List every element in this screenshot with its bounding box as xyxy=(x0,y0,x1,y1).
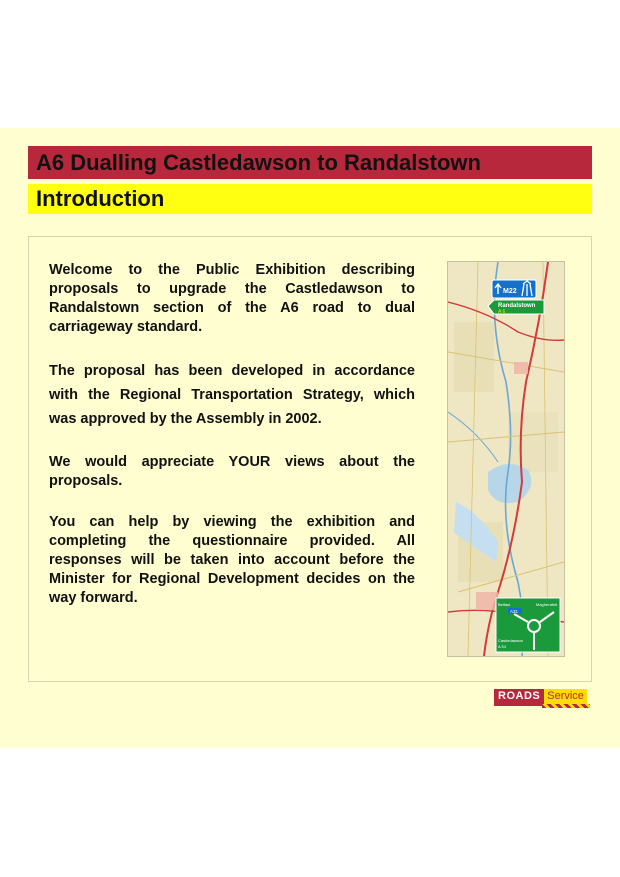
sign-m22-label: M22 xyxy=(503,288,517,295)
route-map-graphic xyxy=(448,262,564,656)
paragraph-views: We would appreciate YOUR views about the proposals. xyxy=(49,454,415,489)
sign-randalstown-label: Randalstown xyxy=(498,303,536,309)
logo-stripe xyxy=(542,704,590,708)
route-map xyxy=(447,261,565,657)
logo-roads-text: ROADS xyxy=(494,689,544,706)
sign-a54-label: A 54 xyxy=(498,644,507,649)
intro-text xyxy=(49,261,415,630)
page-title: A6 Dualling Castledawson to Randalstown xyxy=(28,146,592,179)
content-panel xyxy=(28,236,592,682)
sign-belfast-label: Belfast xyxy=(498,602,511,607)
sign-a6-label: A 6 xyxy=(498,309,506,315)
paragraph-help: You can help by viewing the exhibition and completing the questionnaire provided. All responses will be taken into account before the Minister for Regional Development decides on the way forward. xyxy=(49,514,415,606)
paragraph-welcome: Welcome to the Public Exhibition describing proposals to upgrade the Castledawson to Randalstown section of the A6 road to dual carriageway standard. xyxy=(49,262,415,335)
logo-service-text: Service xyxy=(544,689,587,706)
section-title: Introduction xyxy=(28,184,592,214)
exhibition-poster xyxy=(0,128,620,748)
sign-castledawson-label: Castledawson xyxy=(498,638,524,643)
sign-magherafelt-label: Magherafelt xyxy=(536,602,558,607)
paragraph-strategy: The proposal has been developed in accordance with the Regional Transportation Strategy, which was approved by the Assembly in 2002. xyxy=(49,363,415,427)
sign-a31-label: A31 xyxy=(510,609,519,614)
